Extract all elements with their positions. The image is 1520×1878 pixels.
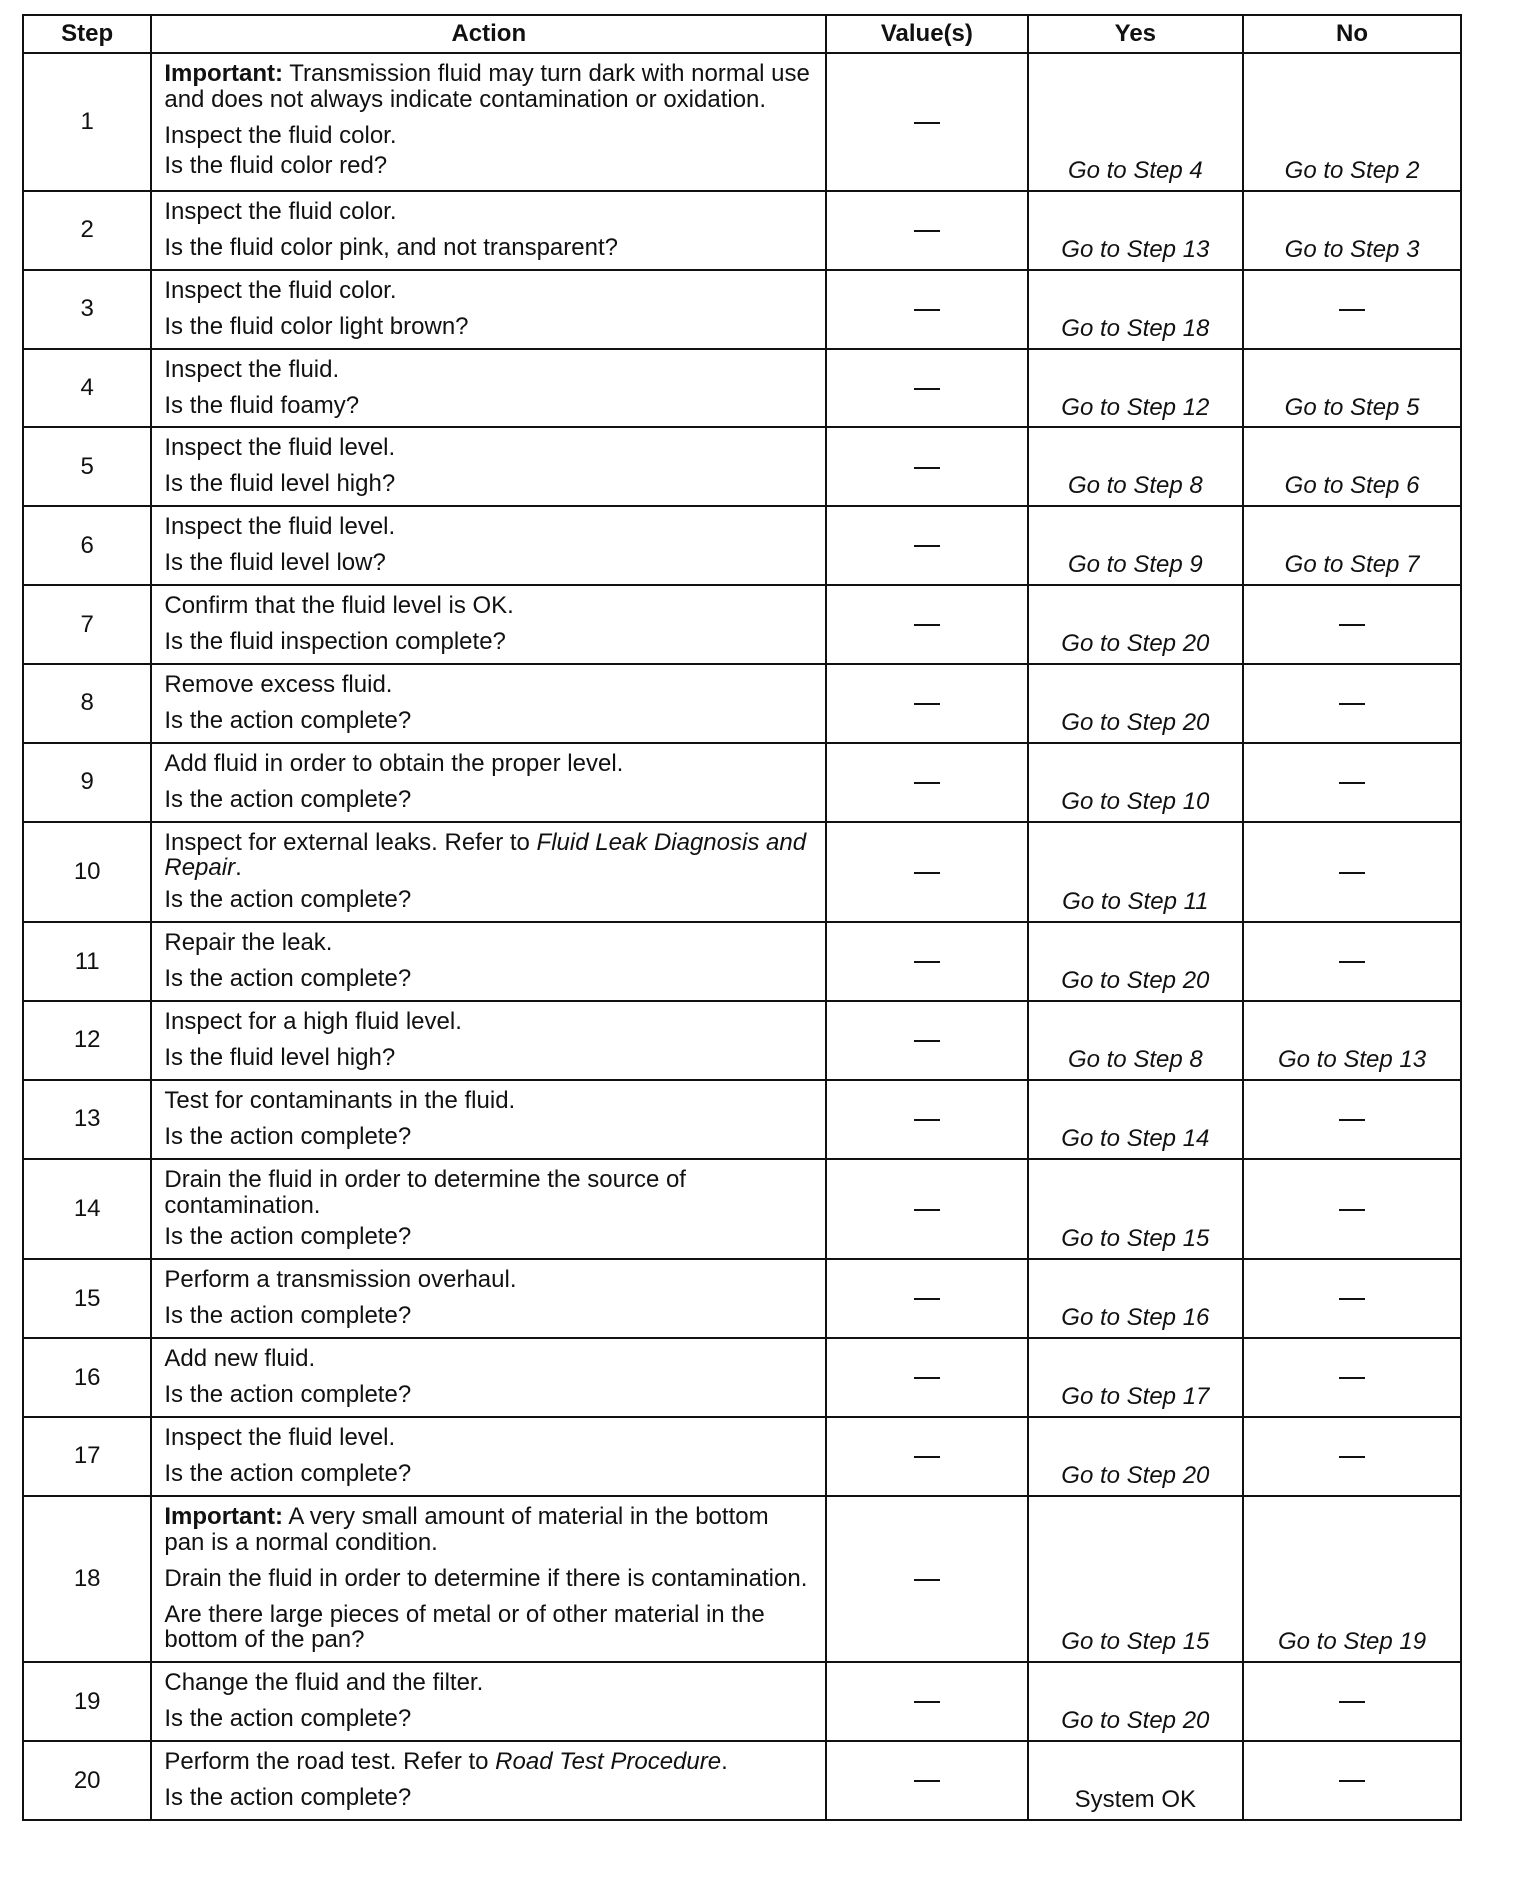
- action-instruction: Add fluid in order to obtain the proper level.: [164, 749, 624, 777]
- action-cell: [151, 1662, 826, 1741]
- yes-cell: Go to Step 15: [1028, 1496, 1244, 1663]
- dash-mark: [914, 122, 940, 124]
- action-cell: [151, 1159, 826, 1260]
- important-note: [164, 61, 815, 113]
- dash-mark: [914, 1456, 940, 1458]
- action-instruction: Inspect the fluid level.: [164, 434, 396, 462]
- instruction-period: .: [721, 1748, 728, 1776]
- yes-cell: Go to Step 14: [1028, 1080, 1244, 1159]
- header-step: Step: [23, 15, 151, 53]
- no-cell: Go to Step 3: [1243, 191, 1461, 270]
- yes-cell: Go to Step 17: [1028, 1338, 1244, 1417]
- dash-mark: [914, 545, 940, 547]
- action-cell: [151, 1080, 826, 1159]
- value-cell: [826, 1080, 1027, 1159]
- yes-cell: Go to Step 20: [1028, 664, 1244, 743]
- value-cell: [826, 270, 1027, 349]
- table-row: [23, 270, 1461, 349]
- action-instruction: Inspect the fluid.: [164, 355, 340, 383]
- table-row: [23, 427, 1461, 506]
- dash-mark: [914, 1040, 940, 1042]
- step-number: 5: [23, 427, 151, 506]
- instruction-text: Perform the road test. Refer to: [164, 1748, 496, 1776]
- table-row: [23, 822, 1461, 923]
- step-number: 16: [23, 1338, 151, 1417]
- no-cell: [1243, 1338, 1461, 1417]
- action-instruction: Drain the fluid in order to determine if there is contamination.: [164, 1564, 808, 1592]
- step-number: 6: [23, 506, 151, 585]
- table-row: [23, 1259, 1461, 1338]
- important-note: [164, 1504, 815, 1556]
- table-row: [23, 922, 1461, 1001]
- table-row: [23, 1496, 1461, 1663]
- dash-mark: [914, 230, 940, 232]
- no-cell: [1243, 1159, 1461, 1260]
- no-cell: [1243, 822, 1461, 923]
- instruction-period: .: [235, 854, 242, 882]
- action-instruction: Drain the fluid in order to determine the source of contamination.: [164, 1165, 686, 1219]
- step-number: 1: [23, 53, 151, 191]
- no-cell: [1243, 1662, 1461, 1741]
- step-number: 10: [23, 822, 151, 923]
- dash-mark: [1339, 309, 1365, 311]
- action-instruction: Test for contaminants in the fluid.: [164, 1086, 516, 1114]
- action-cell: [151, 585, 826, 664]
- action-cell: [151, 427, 826, 506]
- action-instruction: Inspect the fluid color.: [164, 198, 397, 225]
- table-row: [23, 53, 1461, 191]
- header-no: No: [1243, 15, 1461, 53]
- dash-mark: [1339, 1298, 1365, 1300]
- value-cell: [826, 743, 1027, 822]
- value-cell: [826, 1338, 1027, 1417]
- dash-mark: [914, 467, 940, 469]
- yes-cell: Go to Step 11: [1028, 822, 1244, 923]
- reference-link[interactable]: Fluid Leak Diagnosis and Repair: [164, 828, 807, 882]
- action-question: Is the action complete?: [164, 965, 412, 993]
- table-row: [23, 1741, 1461, 1820]
- step-number: 19: [23, 1662, 151, 1741]
- dash-mark: [914, 703, 940, 705]
- action-cell: [151, 270, 826, 349]
- dash-mark: [914, 1298, 940, 1300]
- action-question: Is the action complete?: [164, 785, 412, 813]
- action-instruction: Perform a transmission overhaul.: [164, 1266, 517, 1294]
- value-cell: [826, 349, 1027, 428]
- action-instruction: Add new fluid.: [164, 1345, 316, 1373]
- action-cell: [151, 822, 826, 923]
- table-row: [23, 743, 1461, 822]
- action-cell: [151, 922, 826, 1001]
- dash-mark: [1339, 1780, 1365, 1782]
- action-cell: [151, 349, 826, 428]
- action-question: Is the action complete?: [164, 1784, 412, 1812]
- yes-cell: Go to Step 8: [1028, 427, 1244, 506]
- action-cell: [151, 506, 826, 585]
- action-instruction: Confirm that the fluid level is OK.: [164, 592, 514, 620]
- no-cell: Go to Step 19: [1243, 1496, 1461, 1663]
- dash-mark: [914, 872, 940, 874]
- instruction-text: Inspect for external leaks. Refer to: [164, 828, 537, 856]
- dash-mark: [914, 1780, 940, 1782]
- action-question: Is the action complete?: [164, 1705, 412, 1733]
- action-instruction: [164, 830, 815, 882]
- value-cell: [826, 1001, 1027, 1080]
- dash-mark: [1339, 624, 1365, 626]
- action-cell: [151, 1417, 826, 1496]
- dash-mark: [1339, 1456, 1365, 1458]
- action-question: Is the action complete?: [164, 706, 412, 734]
- action-instruction: Remove excess fluid.: [164, 670, 393, 698]
- yes-cell: Go to Step 12: [1028, 349, 1244, 428]
- step-number: 8: [23, 664, 151, 743]
- important-label: Important:: [164, 1502, 284, 1530]
- no-cell: Go to Step 7: [1243, 506, 1461, 585]
- yes-cell: Go to Step 20: [1028, 585, 1244, 664]
- step-number: 15: [23, 1259, 151, 1338]
- dash-mark: [914, 961, 940, 963]
- table-row: [23, 664, 1461, 743]
- dash-mark: [1339, 961, 1365, 963]
- dash-mark: [914, 388, 940, 390]
- step-number: 4: [23, 349, 151, 428]
- action-question: Is the fluid inspection complete?: [164, 627, 506, 655]
- table-row: [23, 1080, 1461, 1159]
- action-cell: [151, 1259, 826, 1338]
- step-number: 17: [23, 1417, 151, 1496]
- step-number: 14: [23, 1159, 151, 1260]
- table-row: [23, 1338, 1461, 1417]
- action-instruction: Inspect the fluid level.: [164, 513, 396, 541]
- dash-mark: [914, 1579, 940, 1581]
- action-instruction: Change the fluid and the filter.: [164, 1669, 484, 1697]
- value-cell: [826, 1159, 1027, 1260]
- action-instruction: Inspect the fluid color.: [164, 121, 397, 149]
- action-cell: [151, 743, 826, 822]
- value-cell: [826, 506, 1027, 585]
- action-cell: [151, 53, 826, 191]
- action-cell: [151, 1338, 826, 1417]
- header-values: Value(s): [826, 15, 1027, 53]
- no-cell: Go to Step 13: [1243, 1001, 1461, 1080]
- action-question: Is the fluid level high?: [164, 470, 396, 498]
- action-question: Is the fluid color pink, and not transparent?: [164, 233, 618, 261]
- action-cell: [151, 1496, 826, 1663]
- action-instruction: Inspect the fluid level.: [164, 1424, 396, 1451]
- value-cell: [826, 822, 1027, 923]
- no-cell: [1243, 1259, 1461, 1338]
- yes-cell: Go to Step 15: [1028, 1159, 1244, 1260]
- action-question: Is the action complete?: [164, 1381, 412, 1409]
- important-label: Important:: [164, 60, 284, 87]
- action-cell: [151, 191, 826, 270]
- action-question: Is the action complete?: [164, 1459, 412, 1487]
- step-number: 11: [23, 922, 151, 1001]
- action-cell: [151, 1741, 826, 1820]
- yes-cell: Go to Step 4: [1028, 53, 1244, 191]
- dash-mark: [1339, 782, 1365, 784]
- no-cell: Go to Step 2: [1243, 53, 1461, 191]
- table-row: [23, 1662, 1461, 1741]
- action-question: Is the fluid level low?: [164, 549, 386, 577]
- value-cell: [826, 191, 1027, 270]
- dash-mark: [914, 309, 940, 311]
- action-question: Are there large pieces of metal or of other material in the bottom of the pan?: [164, 1600, 765, 1654]
- yes-cell: Go to Step 20: [1028, 1417, 1244, 1496]
- table-row: [23, 1001, 1461, 1080]
- dash-mark: [914, 1209, 940, 1211]
- value-cell: [826, 1496, 1027, 1663]
- yes-cell: System OK: [1028, 1741, 1244, 1820]
- header-action: Action: [151, 15, 826, 53]
- table-row: [23, 1417, 1461, 1496]
- step-number: 18: [23, 1496, 151, 1663]
- step-number: 9: [23, 743, 151, 822]
- action-question: Is the action complete?: [164, 1122, 412, 1150]
- table-row: [23, 585, 1461, 664]
- table-row: [23, 349, 1461, 428]
- dash-mark: [1339, 1119, 1365, 1121]
- dash-mark: [1339, 1209, 1365, 1211]
- action-question: Is the fluid color red?: [164, 151, 388, 179]
- no-cell: Go to Step 5: [1243, 349, 1461, 428]
- action-question: Is the fluid foamy?: [164, 391, 360, 419]
- value-cell: [826, 585, 1027, 664]
- no-cell: [1243, 1741, 1461, 1820]
- action-question: Is the action complete?: [164, 1223, 412, 1251]
- dash-mark: [914, 1119, 940, 1121]
- step-number: 3: [23, 270, 151, 349]
- action-instruction: Repair the leak.: [164, 929, 333, 957]
- value-cell: [826, 53, 1027, 191]
- dash-mark: [1339, 1377, 1365, 1379]
- action-cell: [151, 1001, 826, 1080]
- yes-cell: Go to Step 9: [1028, 506, 1244, 585]
- no-cell: [1243, 664, 1461, 743]
- no-cell: [1243, 922, 1461, 1001]
- action-instruction: [164, 1749, 815, 1775]
- important-text: Transmission fluid may turn dark with normal use and does not always indicate contamination or oxidation.: [164, 60, 810, 113]
- step-number: 13: [23, 1080, 151, 1159]
- table-row: [23, 506, 1461, 585]
- yes-cell: Go to Step 8: [1028, 1001, 1244, 1080]
- dash-mark: [1339, 1701, 1365, 1703]
- value-cell: [826, 1662, 1027, 1741]
- action-question: Is the fluid color light brown?: [164, 312, 469, 340]
- dash-mark: [914, 782, 940, 784]
- table-row: [23, 191, 1461, 270]
- no-cell: [1243, 1080, 1461, 1159]
- header-row: [23, 15, 1461, 53]
- step-number: 12: [23, 1001, 151, 1080]
- reference-link[interactable]: Road Test Procedure: [495, 1748, 722, 1776]
- diagnostic-table: [22, 14, 1462, 1821]
- yes-cell: Go to Step 10: [1028, 743, 1244, 822]
- action-cell: [151, 664, 826, 743]
- no-cell: [1243, 1417, 1461, 1496]
- dash-mark: [1339, 703, 1365, 705]
- dash-mark: [1339, 872, 1365, 874]
- action-instruction: Inspect for a high fluid level.: [164, 1008, 462, 1036]
- value-cell: [826, 922, 1027, 1001]
- yes-cell: Go to Step 20: [1028, 1662, 1244, 1741]
- value-cell: [826, 1417, 1027, 1496]
- value-cell: [826, 1741, 1027, 1820]
- dash-mark: [914, 1377, 940, 1379]
- action-question: Is the action complete?: [164, 886, 412, 914]
- step-number: 20: [23, 1741, 151, 1820]
- value-cell: [826, 1259, 1027, 1338]
- table-row: [23, 1159, 1461, 1260]
- important-text: A very small amount of material in the bottom pan is a normal condition.: [164, 1502, 769, 1556]
- action-question: Is the action complete?: [164, 1302, 412, 1330]
- yes-cell: Go to Step 13: [1028, 191, 1244, 270]
- value-cell: [826, 664, 1027, 743]
- action-question: Is the fluid level high?: [164, 1043, 396, 1071]
- action-instruction: Inspect the fluid color.: [164, 276, 397, 304]
- yes-cell: Go to Step 20: [1028, 922, 1244, 1001]
- no-cell: Go to Step 6: [1243, 427, 1461, 506]
- step-number: 2: [23, 191, 151, 270]
- no-cell: [1243, 270, 1461, 349]
- yes-cell: Go to Step 16: [1028, 1259, 1244, 1338]
- step-number: 7: [23, 585, 151, 664]
- value-cell: [826, 427, 1027, 506]
- no-cell: [1243, 743, 1461, 822]
- dash-mark: [914, 1701, 940, 1703]
- header-yes: Yes: [1028, 15, 1244, 53]
- yes-cell: Go to Step 18: [1028, 270, 1244, 349]
- dash-mark: [914, 624, 940, 626]
- no-cell: [1243, 585, 1461, 664]
